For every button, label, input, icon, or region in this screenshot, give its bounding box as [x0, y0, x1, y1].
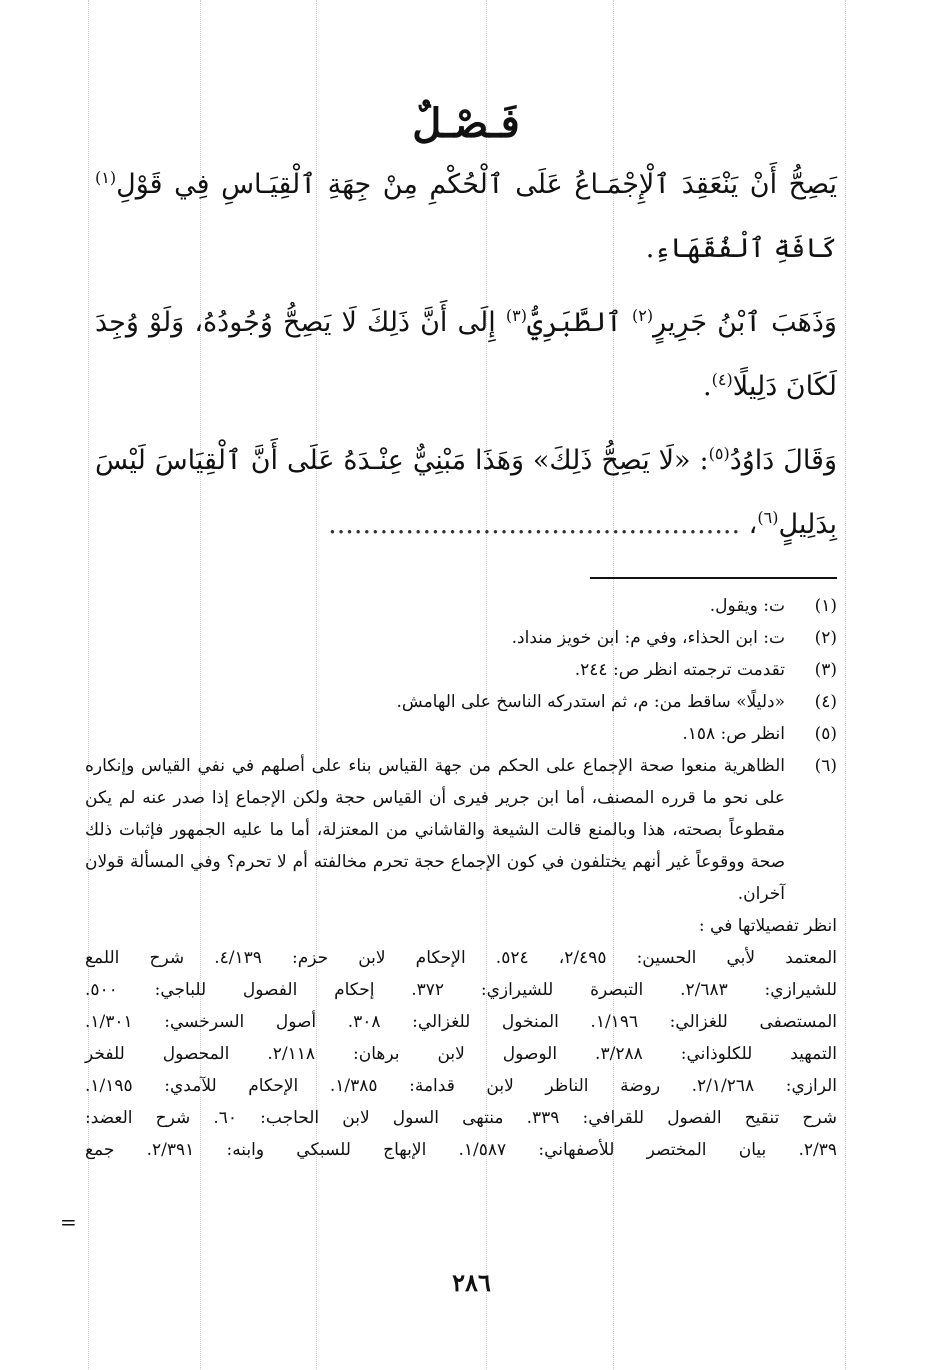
footnote-ref[interactable]: (٥) [708, 444, 730, 463]
footnote-text: تقدمت ترجمته انظر ص: ٢٤٤. [574, 660, 785, 680]
dotted-leader: ................................................ [328, 509, 741, 540]
footnote-item [85, 718, 837, 750]
footnote-text: ت: ويقول. [709, 596, 785, 616]
paragraph-1 [95, 153, 837, 281]
footnote-ref[interactable]: (٢) [631, 306, 654, 325]
margin-guide-right [845, 0, 846, 1370]
footnote-text: الظاهرية منعوا صحة الإجماع على الحكم من جهة القياس بناء على أصلهم في نفي القياس وإنكاره على نحو ما قرره المصنف، أما ابن جرير فيرى أن القياس حجة ولكن الإجماع إذا صدر عنه لم يكن مقطوعاً بصحته، هذا وبالمنع قالت الشيعة والقاشاني من المعتزلة، أما ما عليه الجمهور فإثبات ذلك صحة ووقوعاً غير أنهم يختلفون في كون الإجماع حجة تحرم مخالفته أم لا تحرم؟ وفي المسألة قولان آخران. [85, 756, 785, 904]
footnotes [85, 590, 837, 1166]
reference-line: شرح تنقيح الفصول للقرافي: ٣٣٩. منتهى السول لابن الحاجب: ٦٠. شرح العضد: [85, 1108, 837, 1128]
paragraph-3 [95, 429, 837, 557]
footnote-text: ت: ابن الحذاء، وفي م: ابن خويز منداد. [511, 628, 785, 648]
paragraph-text: يَصِحُّ أَنْ يَنْعَقِدَ ٱلْإِجْمَـاعُ عَلَى ٱلْحُكْمِ مِنْ جِهَةِ ٱلْقِيَـاسِ فِي قَوْلِ [116, 169, 837, 200]
footnote-number: (١) [814, 596, 837, 616]
footnote-number: (٥) [814, 724, 837, 744]
footnote-separator [590, 577, 837, 579]
reference-line: المستصفى للغزالي: ١/١٩٦. المنخول للغزالي: ٣٠٨. أصول السرخسي: ١/٣٠١. [85, 1012, 837, 1032]
reference-line: الرازي: ٢/١/٢٦٨. روضة الناظر لابن قدامة: ١/٣٨٥. الإحكام للآمدي: ١/١٩٥. [85, 1076, 837, 1096]
footnote-item [85, 686, 837, 718]
reference-line: ٢/٣٩. بيان المختصر للأصفهاني: ١/٥٨٧. الإبهاج للسبكي وابنه: ٢/٣٩١. جمع [85, 1140, 837, 1160]
references-intro: انظر تفصيلاتها في : [698, 916, 837, 936]
footnote-ref[interactable]: (٦) [757, 508, 779, 527]
reference-line: المعتمد لأبي الحسين: ٢/٤٩٥، ٥٢٤. الإحكام لابن حزم: ٤/١٣٩. شرح اللمع [85, 948, 838, 968]
paragraph-text: وَقَالَ دَاوُدُ [729, 445, 837, 476]
footnote-ref[interactable]: (٣) [505, 306, 527, 325]
chapter-title: فَـصْـلٌ [412, 100, 520, 147]
paragraph-2 [95, 291, 837, 419]
footnote-item [85, 750, 837, 910]
continuation-mark: = [60, 1210, 77, 1234]
footnote-number: (٦) [814, 756, 837, 776]
main-text [95, 100, 837, 567]
footnote-number: (٢) [814, 628, 837, 648]
paragraph-text: . [703, 371, 712, 402]
paragraph-text: ٱلطَّبَرِيُّ [526, 307, 632, 338]
paragraph-text: : «لَا يَصِحُّ ذَلِكَ» وَهَذَا مَبْنِيٌّ عِنْـدَهُ عَلَى أَنَّ ٱلْقِيَاسَ لَيْسَ بِدَلِيلٍ [95, 445, 837, 540]
paragraph-text: وَذَهَبَ ٱبْنُ جَرِيرٍ [653, 307, 837, 338]
paragraph-text: كَافَةِ ٱلْفُقَهَاءِ. [645, 233, 837, 264]
footnote-ref[interactable]: (١) [95, 168, 117, 187]
page-number: ٢٨٦ [452, 1268, 491, 1297]
footnote-number: (٤) [814, 692, 837, 712]
footnote-text: «دليلًا» ساقط من: م، ثم استدركه الناسخ على الهامش. [396, 692, 785, 712]
footnote-number: (٣) [814, 660, 837, 680]
reference-line: للشيرازي: ٢/٦٨٣. التبصرة للشيرازي: ٣٧٢. إحكام الفصول للباجي: ٥٠٠. [85, 980, 837, 1000]
paragraph-text: ، [748, 509, 758, 540]
footnote-item [85, 622, 837, 654]
footnote-text: انظر ص: ١٥٨. [682, 724, 785, 744]
footnote-item [85, 654, 837, 686]
footnote-item [85, 590, 837, 622]
references [85, 910, 837, 1166]
reference-line: التمهيد للكلوذاني: ٣/٢٨٨. الوصول لابن برهان: ٢/١١٨. المحصول للفخر [85, 1044, 837, 1064]
paragraph-text: إِلَى أَنَّ ذَلِكَ لَا يَصِحُّ وُجُودُهُ، وَلَوْ وُجِدَ لَكَانَ دَلِيلًا [95, 307, 837, 402]
footnote-ref[interactable]: (٤) [711, 370, 733, 389]
